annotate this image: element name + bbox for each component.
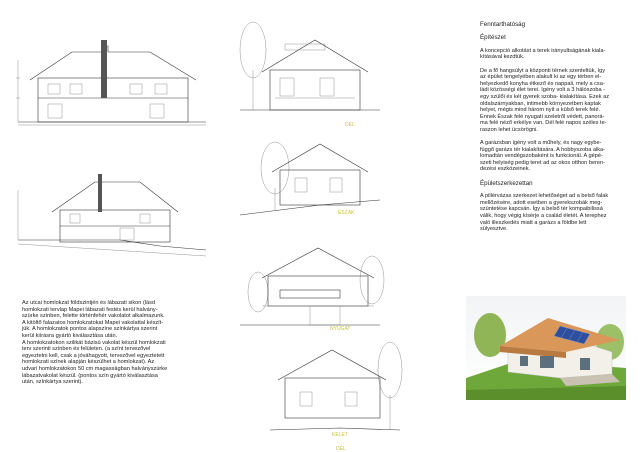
heading-sustainability: Fenntarthatóság [480,20,526,28]
label-elevation-5: DÉL [336,446,346,452]
facade-line-3: szürke színben, felette történfehér vakolatot alkalmazunk. [22,313,165,320]
label-elevation-2: ÉSZAK [338,210,355,216]
facade-line-13: után, színkártya szerint). [22,379,83,386]
para-1: A koncepció alkotást a terek irányultságának kiala- kításával kezdtük. [480,47,606,61]
facade-line-9: egyeztetni kell, csak a jóváhagyott, tervezővel egyeztetett [22,352,165,359]
facade-line-10: homlokzati színek alapján készülhet a homlokzat). Az [22,359,155,366]
facade-line-6: kerül kiírásra gyártó kiválasztása után. [22,332,118,339]
label-elevation-4: KELET [332,432,348,438]
facade-line-12: lábazatvakolat készül. (pontos szín gyártó kiválasztása [22,372,158,379]
label-elevation-1: DÉL [345,122,355,128]
facade-line-4: A kitöltő falazatos homlokzatokat Mapei vakolattal készít- [22,319,164,326]
heading-architecture: Építészet [480,34,506,42]
para-last: A pillérvázas szerkezet lehetőséget ad a belső falak mellőzésére, adott esetben a gyerekszobák meg- szüntetése kapcsán. Így a belső tér kompaibilissá válik, hogy végig kísérje a család életét. A terephez való illeszkedés miatt a garázs a földbe lett sülyesztve. [480,193,609,233]
facade-line-7: A homlokzatokon szilikát bázisú vakolat készül homlokzati [22,339,166,346]
facade-line-8: terv szerinti színben és felületen. (a színt tervezővel [22,346,151,353]
para-3: A garázsban igény volt a műhely, és nagy egybe- függő garázs tér kialakítására. A hobbyszoba alka- lomadtán vendégszobaként is funkcionál. A gépé- szeti helyiség pedig teret ad az okos otthon beren- dezési eszközeinek. [480,140,606,173]
para-2: De a fő hangsúlyt a központi térnek szenteltük, így az épület tengelyében alakult ki az egy térben el- helyezkedő konyha étkező és nappali, mely a csa- ládi közösségi élet terei. Igény volt a 3 hálószoba - egy szülői és két gyerek szoba- kialakítása. Ezek az oldalszárnyakban, intimebb környezetben kaptak helyet, mégis mind három nyít a külső terek felé. Ennek Észak felé nyugati szeletről védett, panorá- ma felé néző erkélye van. Dél felé napos széles te- raszon lehet ücsörögni. [480,67,610,133]
facade-line-5: jük. A homlokzatok pontos alapszíne színkártya szerint [22,326,158,333]
heading-structure: Épületszerkezettan [480,179,533,187]
facade-line-2: homlokzati tervlap Mapei lábazati festés kerül halvány- [22,306,158,313]
label-elevation-3: NYUGAT [330,326,351,332]
facade-line-11: udvari homlokzatokon 50 cm magasságban halványszürke [22,365,168,372]
facade-line-1: Az utcai homlokzat földszintjén és lábazati sikon (lásd [22,300,156,306]
